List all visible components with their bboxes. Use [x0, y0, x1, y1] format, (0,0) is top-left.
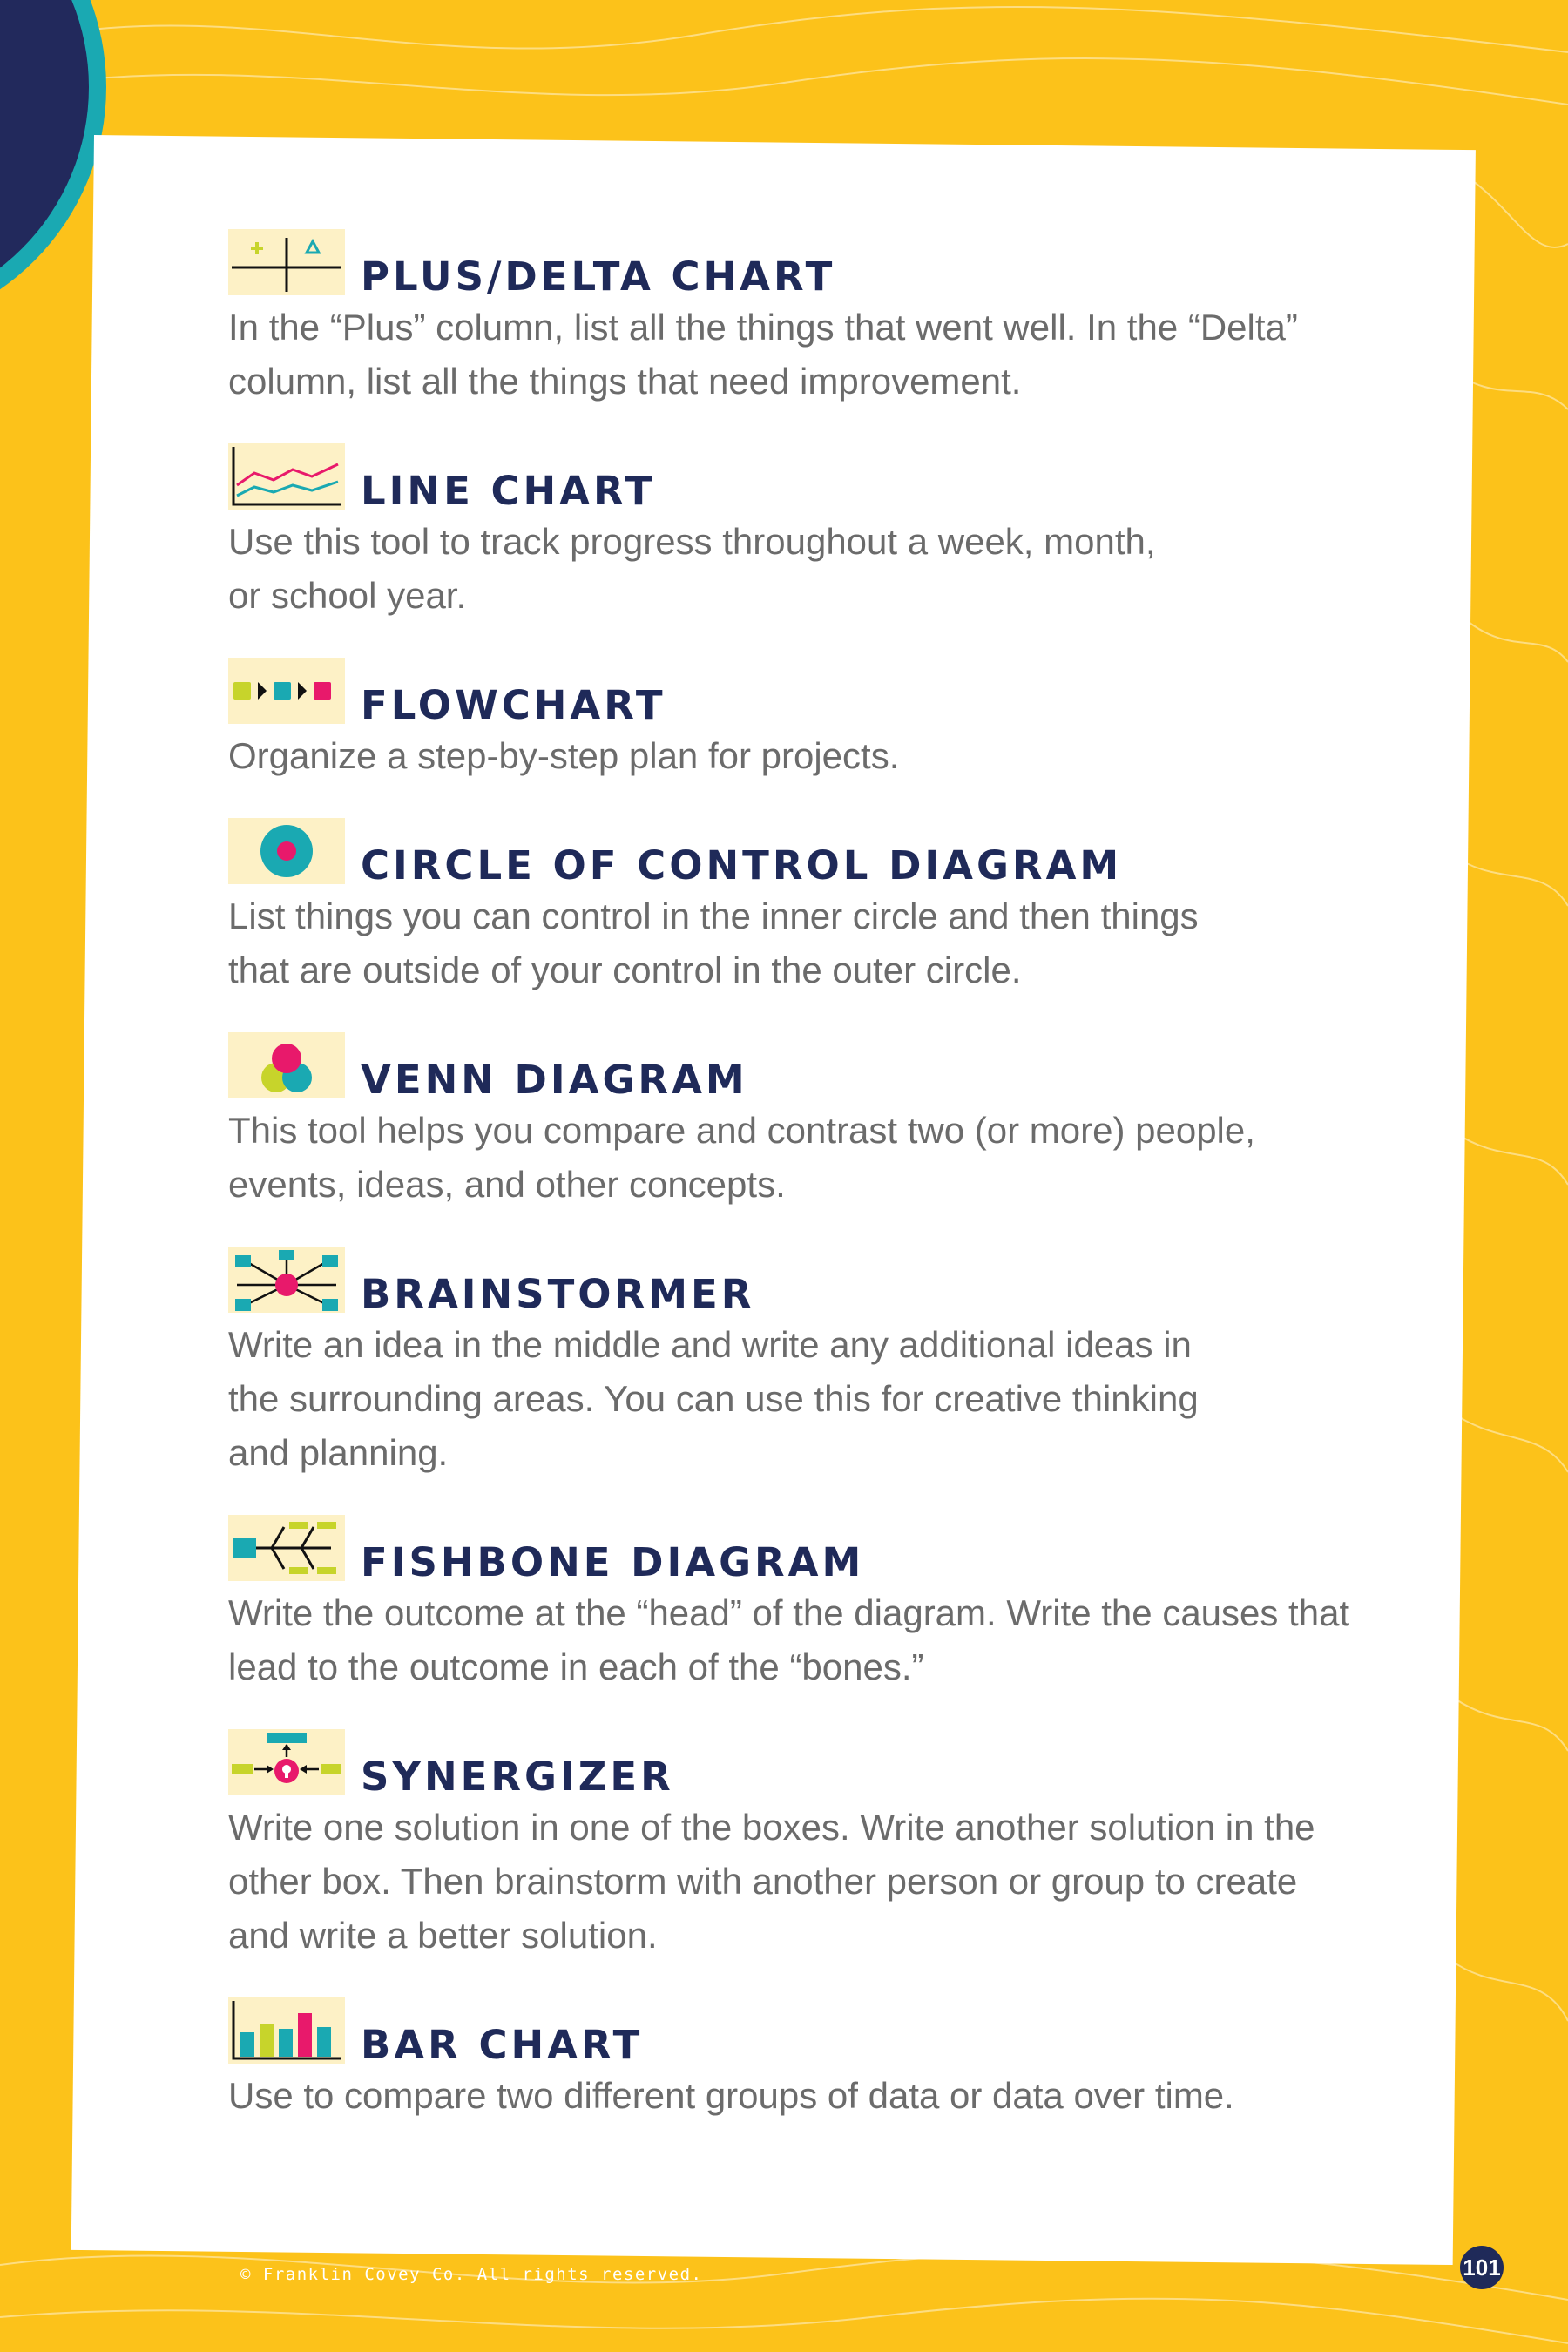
tools-list: [228, 229, 1396, 2158]
bar-chart-icon: [228, 1997, 345, 2064]
section-title: CIRCLE OF CONTROL DIAGRAM: [361, 842, 1123, 889]
section-description: Use this tool to track progress throughout a week, month, or school year.: [228, 521, 1156, 616]
section-flowchart: [228, 658, 1396, 783]
flowchart-icon: [228, 658, 345, 724]
section-description: Write the outcome at the “head” of the diagram. Write the causes that lead to the outcome in each of the “bones.”: [228, 1592, 1350, 1687]
copyright-text: © Franklin Covey Co. All rights reserved.: [240, 2265, 703, 2284]
section-title: BAR CHART: [361, 2022, 644, 2068]
line-chart-icon: [228, 443, 345, 510]
section-title: VENN DIAGRAM: [361, 1057, 748, 1103]
section-description: Organize a step-by-step plan for projects.: [228, 735, 900, 776]
section-brainstormer: [228, 1247, 1396, 1480]
synergizer-icon: [228, 1729, 345, 1795]
section-description: List things you can control in the inner circle and then things that are outside of your control in the outer circle.: [228, 896, 1199, 990]
section-title: LINE CHART: [361, 468, 656, 514]
brainstormer-icon: [228, 1247, 345, 1313]
section-circle-of-control: [228, 818, 1396, 997]
section-description: Use to compare two different groups of data or data over time.: [228, 2075, 1234, 2116]
section-bar-chart: [228, 1997, 1396, 2123]
section-description: Write an idea in the middle and write any additional ideas in the surrounding areas. You can use this for creative thinking and planning.: [228, 1324, 1199, 1473]
section-title: PLUS/DELTA CHART: [361, 253, 836, 300]
section-synergizer: [228, 1729, 1396, 1963]
section-title: FLOWCHART: [361, 682, 666, 728]
circle-of-control-icon: [228, 818, 345, 884]
fishbone-icon: [228, 1515, 345, 1581]
section-plus-delta: [228, 229, 1396, 409]
plus-delta-icon: [228, 229, 345, 295]
section-title: FISHBONE DIAGRAM: [361, 1539, 865, 1585]
section-description: This tool helps you compare and contrast two (or more) people, events, ideas, and other concepts.: [228, 1110, 1255, 1205]
section-title: SYNERGIZER: [361, 1754, 674, 1800]
section-line-chart: [228, 443, 1396, 623]
section-description: In the “Plus” column, list all the things that went well. In the “Delta” column, list all the things that need improvement.: [228, 307, 1298, 402]
section-venn-diagram: [228, 1032, 1396, 1212]
page-number: 101: [1460, 2246, 1504, 2289]
section-fishbone-diagram: [228, 1515, 1396, 1694]
section-description: Write one solution in one of the boxes. Write another solution in the other box. Then brainstorm with another person or group to create and write a better solution.: [228, 1807, 1315, 1956]
venn-diagram-icon: [228, 1032, 345, 1098]
section-title: BRAINSTORMER: [361, 1271, 755, 1317]
